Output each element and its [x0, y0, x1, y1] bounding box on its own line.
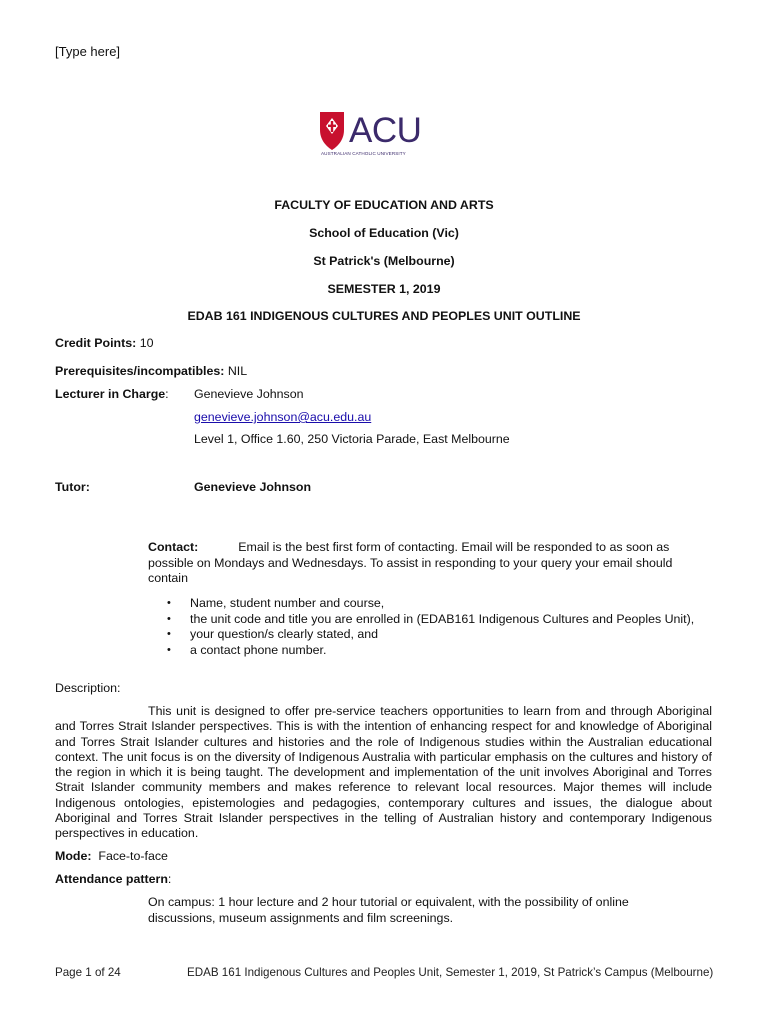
description-label: Description: — [55, 681, 121, 695]
tutor-label: Tutor: — [55, 480, 90, 494]
credit-points — [55, 336, 153, 350]
prerequisites — [55, 364, 247, 378]
list-item: • a contact phone number. — [148, 643, 708, 659]
footer-page-number: Page 1 of 24 — [55, 966, 121, 979]
lecturer-label-row — [55, 387, 169, 401]
contact-paragraph — [148, 540, 708, 587]
list-item: • Name, student number and course, — [148, 596, 708, 612]
attendance-label-row — [55, 872, 171, 886]
attendance-label: Attendance pattern — [55, 872, 168, 886]
unit-title: EDAB 161 INDIGENOUS CULTURES AND PEOPLES UNIT OUTLINE — [187, 309, 581, 323]
credit-points-label: Credit Points: — [55, 336, 137, 350]
acu-logo — [318, 110, 452, 160]
logo-text: ACU — [349, 111, 422, 150]
campus-heading: St Patrick's (Melbourne) — [313, 254, 455, 268]
prerequisites-value: NIL — [227, 364, 248, 378]
logo-subtext: AUSTRALIAN CATHOLIC UNIVERSITY — [321, 151, 406, 156]
contact-label: Contact: — [148, 540, 199, 554]
header-placeholder[interactable]: [Type here] — [55, 44, 121, 59]
lecturer-name: Genevieve Johnson — [194, 387, 304, 401]
footer-title: EDAB 161 Indigenous Cultures and Peoples Unit, Semester 1, 2019, St Patrick’s Campus (Melbourne) — [187, 966, 714, 979]
mode-value: Face-to-face — [98, 849, 168, 863]
semester-heading: SEMESTER 1, 2019 — [327, 282, 441, 296]
credit-points-value: 10 — [139, 336, 154, 350]
lecturer-label: Lecturer in Charge — [55, 387, 166, 401]
attendance-label-colon: : — [167, 872, 172, 886]
description-text: This unit is designed to offer pre-service teachers opportunities to learn from and through Aboriginal and Torres Strait Islander perspectives. This is with the intention of enhancing respect for and knowledge of Aboriginal and Torres Strait Islander cultures and histories and the role of Indigenous studies within the Australian educational context. The unit focus is on the diversity of Indigenous Australia with particular emphasis on the cultures and history of the region in which it is being taught. The development and implementation of the unit involves Aboriginal and Torres Strait Islander community members and makes reference to relevant local resources. Major themes will include Indigenous ontologies, epistemologies and pedagogies, contemporary cultures and issues, the dialogue about Aboriginal and Torres Strait Islander perspectives in the telling of Australian history and contemporary Indigenous perspectives in education. — [55, 704, 712, 841]
prerequisites-label: Prerequisites/incompatibles: — [55, 364, 225, 378]
school-heading: School of Education (Vic) — [309, 226, 459, 240]
list-item: • the unit code and title you are enrolled in (EDAB161 Indigenous Cultures and Peoples Unit), — [148, 612, 708, 628]
lecturer-email-link[interactable]: genevieve.johnson@acu.edu.au — [194, 410, 372, 424]
contact-text: Email is the best first form of contacting. Email will be responded to as soon as possible on Mondays and Wednesdays. To assist in responding to your query your email should contain — [148, 540, 673, 585]
lecturer-label-colon: : — [165, 387, 169, 401]
list-item: • your question/s clearly stated, and — [148, 627, 708, 643]
attendance-text: On campus: 1 hour lecture and 2 hour tutorial or equivalent, with the possibility of online discussions, museum assignments and film screenings. — [148, 895, 629, 925]
tutor-name: Genevieve Johnson — [194, 480, 312, 494]
lecturer-location: Level 1, Office 1.60, 250 Victoria Parade, East Melbourne — [194, 432, 510, 446]
faculty-heading: FACULTY OF EDUCATION AND ARTS — [274, 198, 494, 212]
mode-label: Mode: — [55, 849, 92, 863]
contact-list — [148, 596, 708, 658]
mode — [55, 849, 168, 863]
